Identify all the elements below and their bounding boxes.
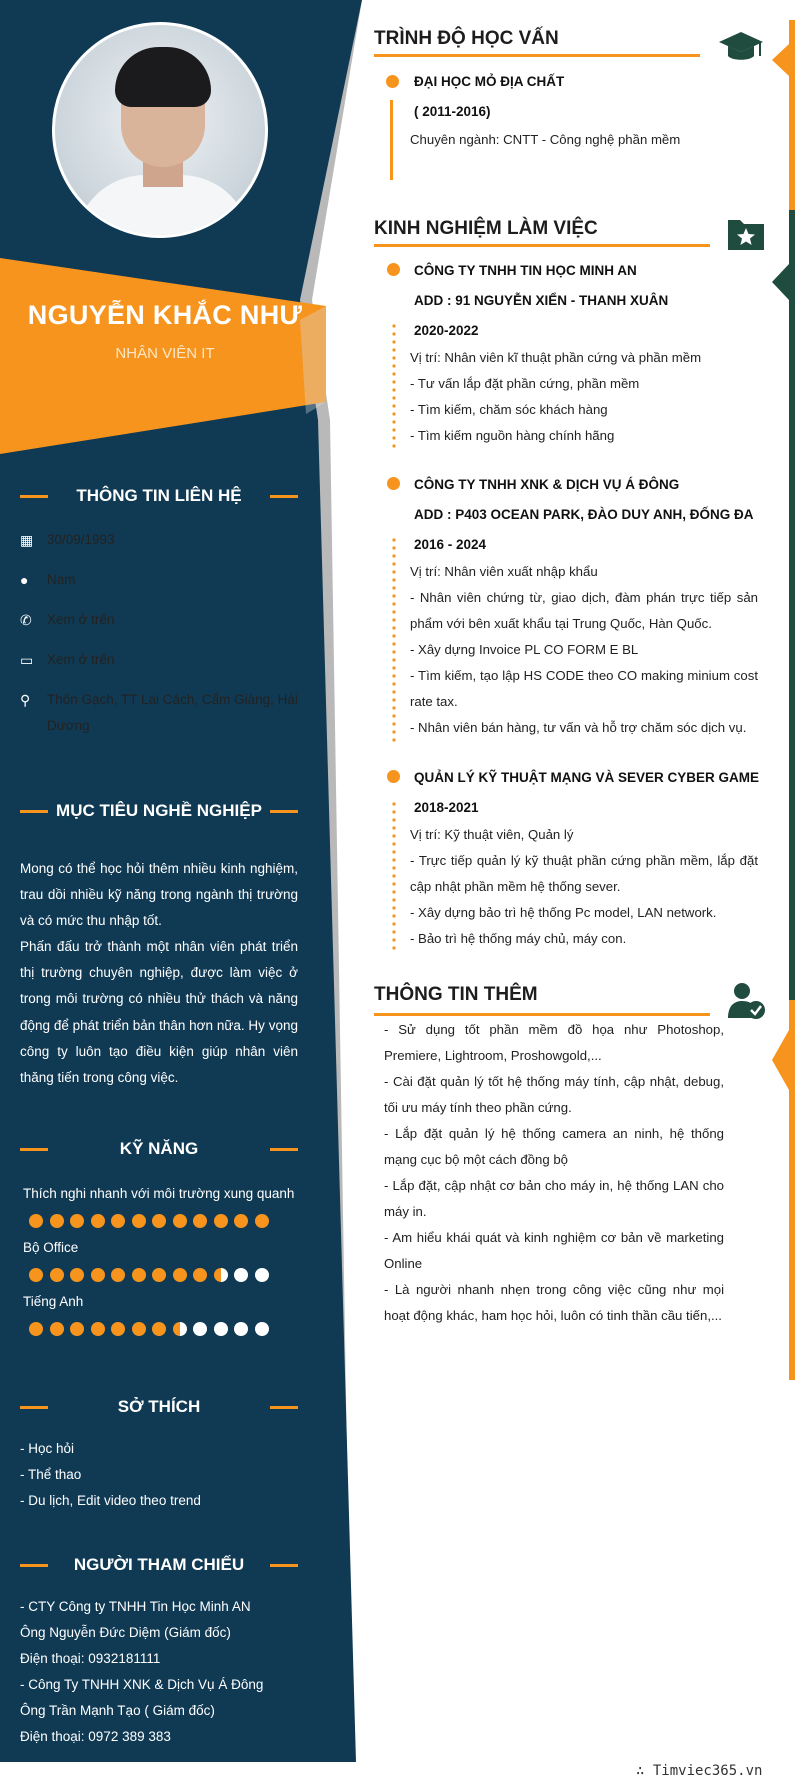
skill-dot (173, 1322, 187, 1336)
skill-dot (111, 1214, 125, 1228)
skill-dot (50, 1214, 64, 1228)
skill-dot (214, 1322, 228, 1336)
email-icon: ▭ (20, 652, 34, 668)
experience-rule (374, 244, 710, 247)
education-rule (374, 54, 700, 57)
experience-heading: KINH NGHIỆM LÀM VIỆC (374, 218, 598, 239)
folder-star-icon (726, 216, 766, 252)
skill-dot (234, 1268, 248, 1282)
job1-detail: - Tìm kiếm, chăm sóc khách hàng (410, 402, 608, 417)
contact-gender (20, 567, 300, 593)
profile-photo (52, 22, 268, 238)
skills-heading (20, 1137, 298, 1161)
heading-dash-left (20, 810, 48, 813)
skill-dot (255, 1268, 269, 1282)
person-icon: ● (20, 572, 29, 588)
job2-period: 2016 - 2024 (414, 537, 487, 552)
job-dotted-timeline (392, 536, 396, 742)
skill-dot (132, 1322, 146, 1336)
job2-detail: Vị trí: Nhân viên xuất nhập khẩu (410, 564, 598, 579)
right-decor-stripe (760, 20, 800, 1390)
skill-dot (91, 1322, 105, 1336)
contact-heading-title: THÔNG TIN LIÊN HỆ (76, 486, 242, 505)
photo-hair (115, 47, 211, 107)
extra-item: - Sử dụng tốt phần mềm đồ họa như Photoshop, Premiere, Lightroom, Proshowgold,... (384, 1022, 724, 1063)
user-check-icon (726, 982, 766, 1020)
job1-detail: - Tư vấn lắp đặt phần cứng, phần mềm (410, 376, 640, 391)
extra-item: - Am hiểu khái quát và kinh nghiệm cơ bản về marketing Online (384, 1230, 724, 1271)
skill-dot (234, 1214, 248, 1228)
objective-text-2: Phấn đấu trở thành một nhân viên phát triển thị trường chuyên nghiệp, được làm việc ở trong môi trường có nhiều thử thách và năng động để phát triển bản thân hơn nữa. Hy vọng công ty luôn tạo điều kiện giúp nhân viên thăng tiến trong công việc. (20, 939, 298, 1086)
job3-period: 2018-2021 (414, 800, 479, 815)
job2-detail: - Nhân viên chứng từ, giao dịch, đàm phán trực tiếp sản phẩm với bên xuất khẩu tại Trung Quốc, Hàn Quốc. (410, 590, 758, 631)
job3-company: QUẢN LÝ KỸ THUẬT MẠNG VÀ SEVER CYBER GAME (414, 770, 760, 785)
skill-dot (70, 1268, 84, 1282)
references-heading-title: NGƯỜI THAM CHIẾU (73, 1555, 245, 1574)
contact-address (20, 687, 300, 739)
heading-dash-right (270, 495, 298, 498)
education-school: ĐẠI HỌC MỎ ĐỊA CHẤT (414, 74, 565, 89)
skill-dot (173, 1268, 187, 1282)
hobbies-heading-title: SỞ THÍCH (117, 1397, 201, 1416)
skill-dot (214, 1268, 228, 1282)
job3-detail: - Bảo trì hệ thống máy chủ, máy con. (410, 931, 627, 946)
reference-line: Ông Trần Mạnh Tạo ( Giám đốc) (20, 1703, 215, 1718)
job-dotted-timeline (392, 800, 396, 950)
gender-text: Nam (47, 572, 76, 587)
hobby-item: - Du lịch, Edit video theo trend (20, 1493, 201, 1508)
skill-dot (111, 1268, 125, 1282)
objective-heading-title: MỤC TIÊU NGHỀ NGHIỆP (56, 801, 262, 820)
heading-dash-left (20, 1564, 48, 1567)
hobby-item: - Thể thao (20, 1467, 82, 1482)
job-bullet (387, 477, 400, 490)
skill-dot (50, 1268, 64, 1282)
reference-line: - CTY Công ty TNHH Tin Học Minh AN (20, 1599, 251, 1614)
skills-heading-title: KỸ NĂNG (119, 1139, 199, 1158)
extra-item: - Lắp đặt, cập nhật cơ bản cho máy in, hệ thống LAN cho máy in. (384, 1178, 724, 1219)
skill-dot (152, 1268, 166, 1282)
hobbies-heading (20, 1395, 298, 1419)
location-pin-icon: ⚲ (20, 692, 31, 708)
job-bullet (387, 263, 400, 276)
skill-dot (111, 1322, 125, 1336)
heading-dash-right (270, 1406, 298, 1409)
heading-dash-left (20, 1406, 48, 1409)
skill-label-english: Tiếng Anh (23, 1294, 84, 1309)
reference-line: Điện thoại: 0932181111 (20, 1651, 161, 1666)
job-bullet (387, 770, 400, 783)
education-bullet (386, 75, 399, 88)
name-block (0, 300, 330, 362)
job2-detail: - Xây dựng Invoice PL CO FORM E BL (410, 642, 639, 657)
skill-dot (173, 1214, 187, 1228)
job1-address: ADD : 91 NGUYỄN XIỂN - THANH XUÂN (414, 293, 669, 308)
skill-label-office: Bộ Office (23, 1240, 79, 1255)
education-timeline (390, 100, 393, 180)
address-text: Thôn Gạch, TT Lai Cách, Cẩm Giàng, Hải Dương (47, 692, 298, 733)
profile-name: NGUYỄN KHẮC NHƯ (27, 300, 303, 330)
job2-detail: - Nhân viên bán hàng, tư vấn và hỗ trợ chăm sóc dịch vụ. (410, 720, 747, 735)
skill-dot (234, 1322, 248, 1336)
skill-dot (29, 1322, 43, 1336)
footer-watermark: ∴ Timviec365.vn (636, 1763, 763, 1779)
skill-dot (193, 1214, 207, 1228)
skill-dot (91, 1214, 105, 1228)
heading-dash-right (270, 810, 298, 813)
skill-dot (29, 1214, 43, 1228)
birthday-text: 30/09/1993 (47, 532, 115, 547)
graduation-cap-icon (718, 30, 764, 64)
skill-dot (214, 1214, 228, 1228)
skill-dot (193, 1322, 207, 1336)
contact-phone (20, 607, 300, 633)
extra-heading: THÔNG TIN THÊM (374, 984, 538, 1005)
job2-address: ADD : P403 OCEAN PARK, ĐÀO DUY ANH, ĐỐNG ĐA (414, 507, 754, 522)
skill-dot (50, 1322, 64, 1336)
skill-dot (132, 1268, 146, 1282)
contact-heading (20, 484, 298, 508)
education-period: ( 2011-2016) (414, 104, 491, 119)
skill-dot (132, 1214, 146, 1228)
extra-rule (374, 1013, 710, 1016)
phone-icon: ✆ (20, 612, 32, 628)
references-heading (20, 1553, 298, 1577)
skill-dot (152, 1214, 166, 1228)
skill-dot (255, 1322, 269, 1336)
job1-detail: - Tìm kiếm nguồn hàng chính hãng (410, 428, 615, 443)
skill-dot (91, 1268, 105, 1282)
profile-role: NHÂN VIÊN IT (115, 345, 215, 362)
hobby-item: - Học hỏi (20, 1441, 75, 1456)
contact-birthday (20, 527, 300, 553)
job1-period: 2020-2022 (414, 323, 479, 338)
objective-heading (20, 799, 298, 823)
job2-company: CÔNG TY TNHH XNK & DỊCH VỤ Á ĐÔNG (414, 477, 680, 492)
job3-detail: - Trực tiếp quản lý kỹ thuật phần cứng phần mềm, lắp đặt cập nhật phần mềm hệ thống sever. (410, 853, 758, 894)
skill-dot (70, 1322, 84, 1336)
heading-dash-right (270, 1148, 298, 1151)
calendar-icon: ▦ (20, 532, 34, 548)
education-major: Chuyên ngành: CNTT - Công nghệ phần mềm (410, 132, 681, 147)
education-heading: TRÌNH ĐỘ HỌC VẤN (374, 28, 559, 49)
job1-detail: Vị trí: Nhân viên kĩ thuật phần cứng và phần mềm (410, 350, 702, 365)
reference-line: Ông Nguyễn Đức Diệm (Giám đốc) (20, 1625, 231, 1640)
extra-item: - Cài đặt quản lý tốt hệ thống máy tính, cập nhật, debug, tối ưu máy tính theo phần cứng. (384, 1074, 724, 1115)
reference-line: - Công Ty TNHH XNK & Dịch Vụ Á Đông (20, 1677, 264, 1692)
contact-email (20, 647, 300, 673)
reference-line: Điện thoại: 0972 389 383 (20, 1729, 171, 1744)
extra-item: - Lắp đặt quản lý hệ thống camera an ninh, hệ thống mạng cục bộ một cách đồng bộ (384, 1126, 724, 1167)
heading-dash-left (20, 1148, 48, 1151)
skill-dot (70, 1214, 84, 1228)
skill-dot (255, 1214, 269, 1228)
phone-text: Xem ở trên (47, 612, 115, 627)
heading-dash-right (270, 1564, 298, 1567)
skill-dot (29, 1268, 43, 1282)
job1-company: CÔNG TY TNHH TIN HỌC MINH AN (414, 263, 637, 278)
objective-text-1: Mong có thể học hỏi thêm nhiều kinh nghiệm, trau dồi nhiều kỹ năng trong ngành thị trường và có mức thu nhập tốt. (20, 861, 298, 929)
heading-dash-left (20, 495, 48, 498)
job-dotted-timeline (392, 322, 396, 450)
job3-detail: Vị trí: Kỹ thuật viên, Quản lý (410, 827, 574, 842)
skill-label-adaptability: Thích nghi nhanh với môi trường xung quanh (23, 1186, 295, 1201)
skill-dot (193, 1268, 207, 1282)
job2-detail: - Tìm kiếm, tạo lập HS CODE theo CO making minium cost rate tax. (410, 668, 758, 709)
extra-item: - Là người nhanh nhẹn trong công việc cũng như mọi hoạt động khác, ham học hỏi, luôn có tinh thần cầu tiến,... (384, 1282, 724, 1323)
skill-dot (152, 1322, 166, 1336)
email-text: Xem ở trên (47, 652, 115, 667)
job3-detail: - Xây dựng bảo trì hệ thống Pc model, LAN network. (410, 905, 717, 920)
